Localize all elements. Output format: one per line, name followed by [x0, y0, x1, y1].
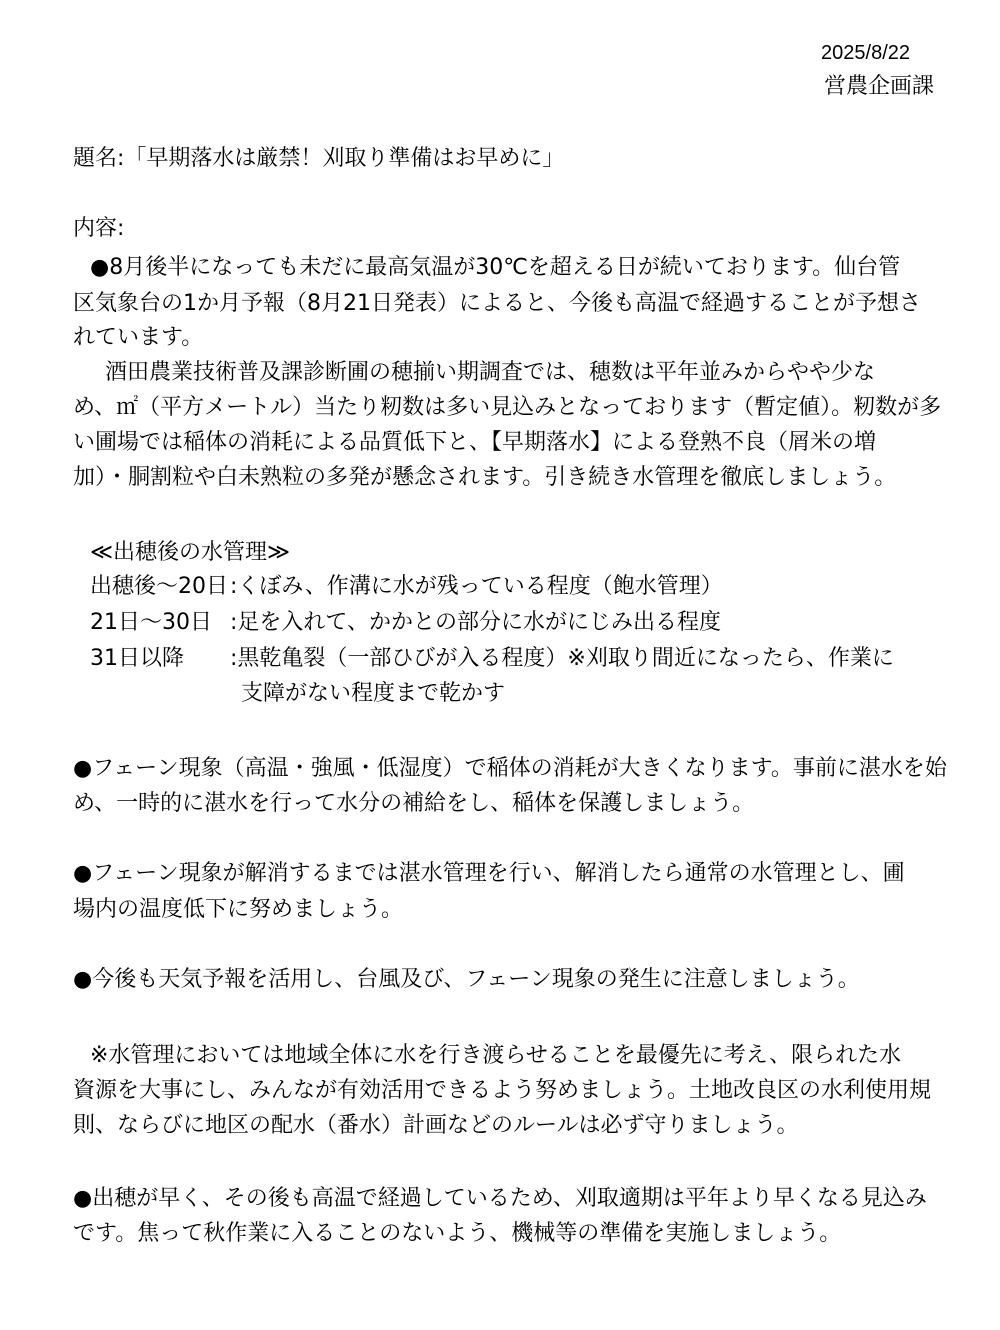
period-description: :足を入れて、かかとの部分に水がにじみ出る程度: [230, 610, 721, 635]
paragraph-line: ●フェーン現象（高温・強風・低湿度）で稲体の消耗が大きくなります。事前に湛水を始: [73, 756, 947, 781]
paragraph-line: 区気象台の1か月予報（8月21日発表）によると、今後も高温で経過することが予想さ: [73, 291, 921, 316]
paragraph-line: ※水管理においては地域全体に水を行き渡らせることを最優先に考え、限られた水: [90, 1043, 902, 1068]
period-description-continuation: 支障がない程度まで乾かす: [241, 681, 506, 706]
document-header: [821, 36, 934, 104]
document-date: 2025/8/22: [821, 42, 910, 64]
paragraph-line: れています。: [73, 325, 204, 350]
period-label: 21日～30日: [90, 610, 212, 635]
department-name: 営農企画課: [823, 74, 934, 99]
paragraph-line: ●フェーン現象が解消するまでは湛水管理を行い、解消したら通常の水管理とし、圃: [73, 861, 905, 886]
paragraph-line: め、一時的に湛水を行って水分の補給をし、稲体を保護しましょう。: [73, 791, 755, 816]
content-label: 内容:: [73, 216, 125, 241]
paragraph-line: い圃場では稲体の消耗による品質低下と、【早期落水】による登熟不良（屑米の増: [73, 430, 877, 455]
paragraph-line: ●今後も天気予報を活用し、台風及び、フェーン現象の発生に注意しましょう。: [73, 967, 860, 992]
water-management-heading: ≪出穂後の水管理≫: [90, 540, 291, 565]
period-label: 出穂後～20日: [90, 574, 228, 599]
paragraph-line: です。焦って秋作業に入ることのないよう、機械等の準備を実施しましょう。: [73, 1221, 842, 1246]
period-label: 31日以降: [90, 646, 184, 671]
paragraph-line: 資源を大事にし、みんなが有効活用できるよう努めましょう。土地改良区の水利使用規: [73, 1078, 932, 1103]
paragraph-line: 酒田農業技術普及課診断圃の穂揃い期調査では、穂数は平年並みからやや少な: [105, 360, 876, 385]
paragraph-line: ●8月後半になっても未だに最高気温が30℃を超える日が続いております。仙台管: [90, 255, 901, 280]
period-description: :くぼみ、作溝に水が残っている程度（飽水管理）: [230, 574, 723, 599]
paragraph-line: 則、ならびに地区の配水（番水）計画などのルールは必ず守りましょう。: [73, 1113, 799, 1138]
paragraph-line: め、㎡（平方メートル）当たり籾数は多い見込みとなっております（暫定値）。籾数が多: [73, 395, 942, 420]
paragraph-line: 加）・胴割粒や白未熟粒の多発が懸念されます。引き続き水管理を徹底しましょう。: [73, 465, 897, 490]
paragraph-line: 場内の温度低下に努めましょう。: [73, 897, 404, 922]
period-description: :黒乾亀裂（一部ひびが入る程度）※刈取り間近になったら、作業に: [230, 646, 894, 671]
paragraph-line: ●出穂が早く、その後も高温で経過しているため、刈取適期は平年より早くなる見込み: [73, 1186, 927, 1211]
document-title: 題名:「早期落水は厳禁！刈取り準備はお早めに」: [73, 146, 565, 171]
